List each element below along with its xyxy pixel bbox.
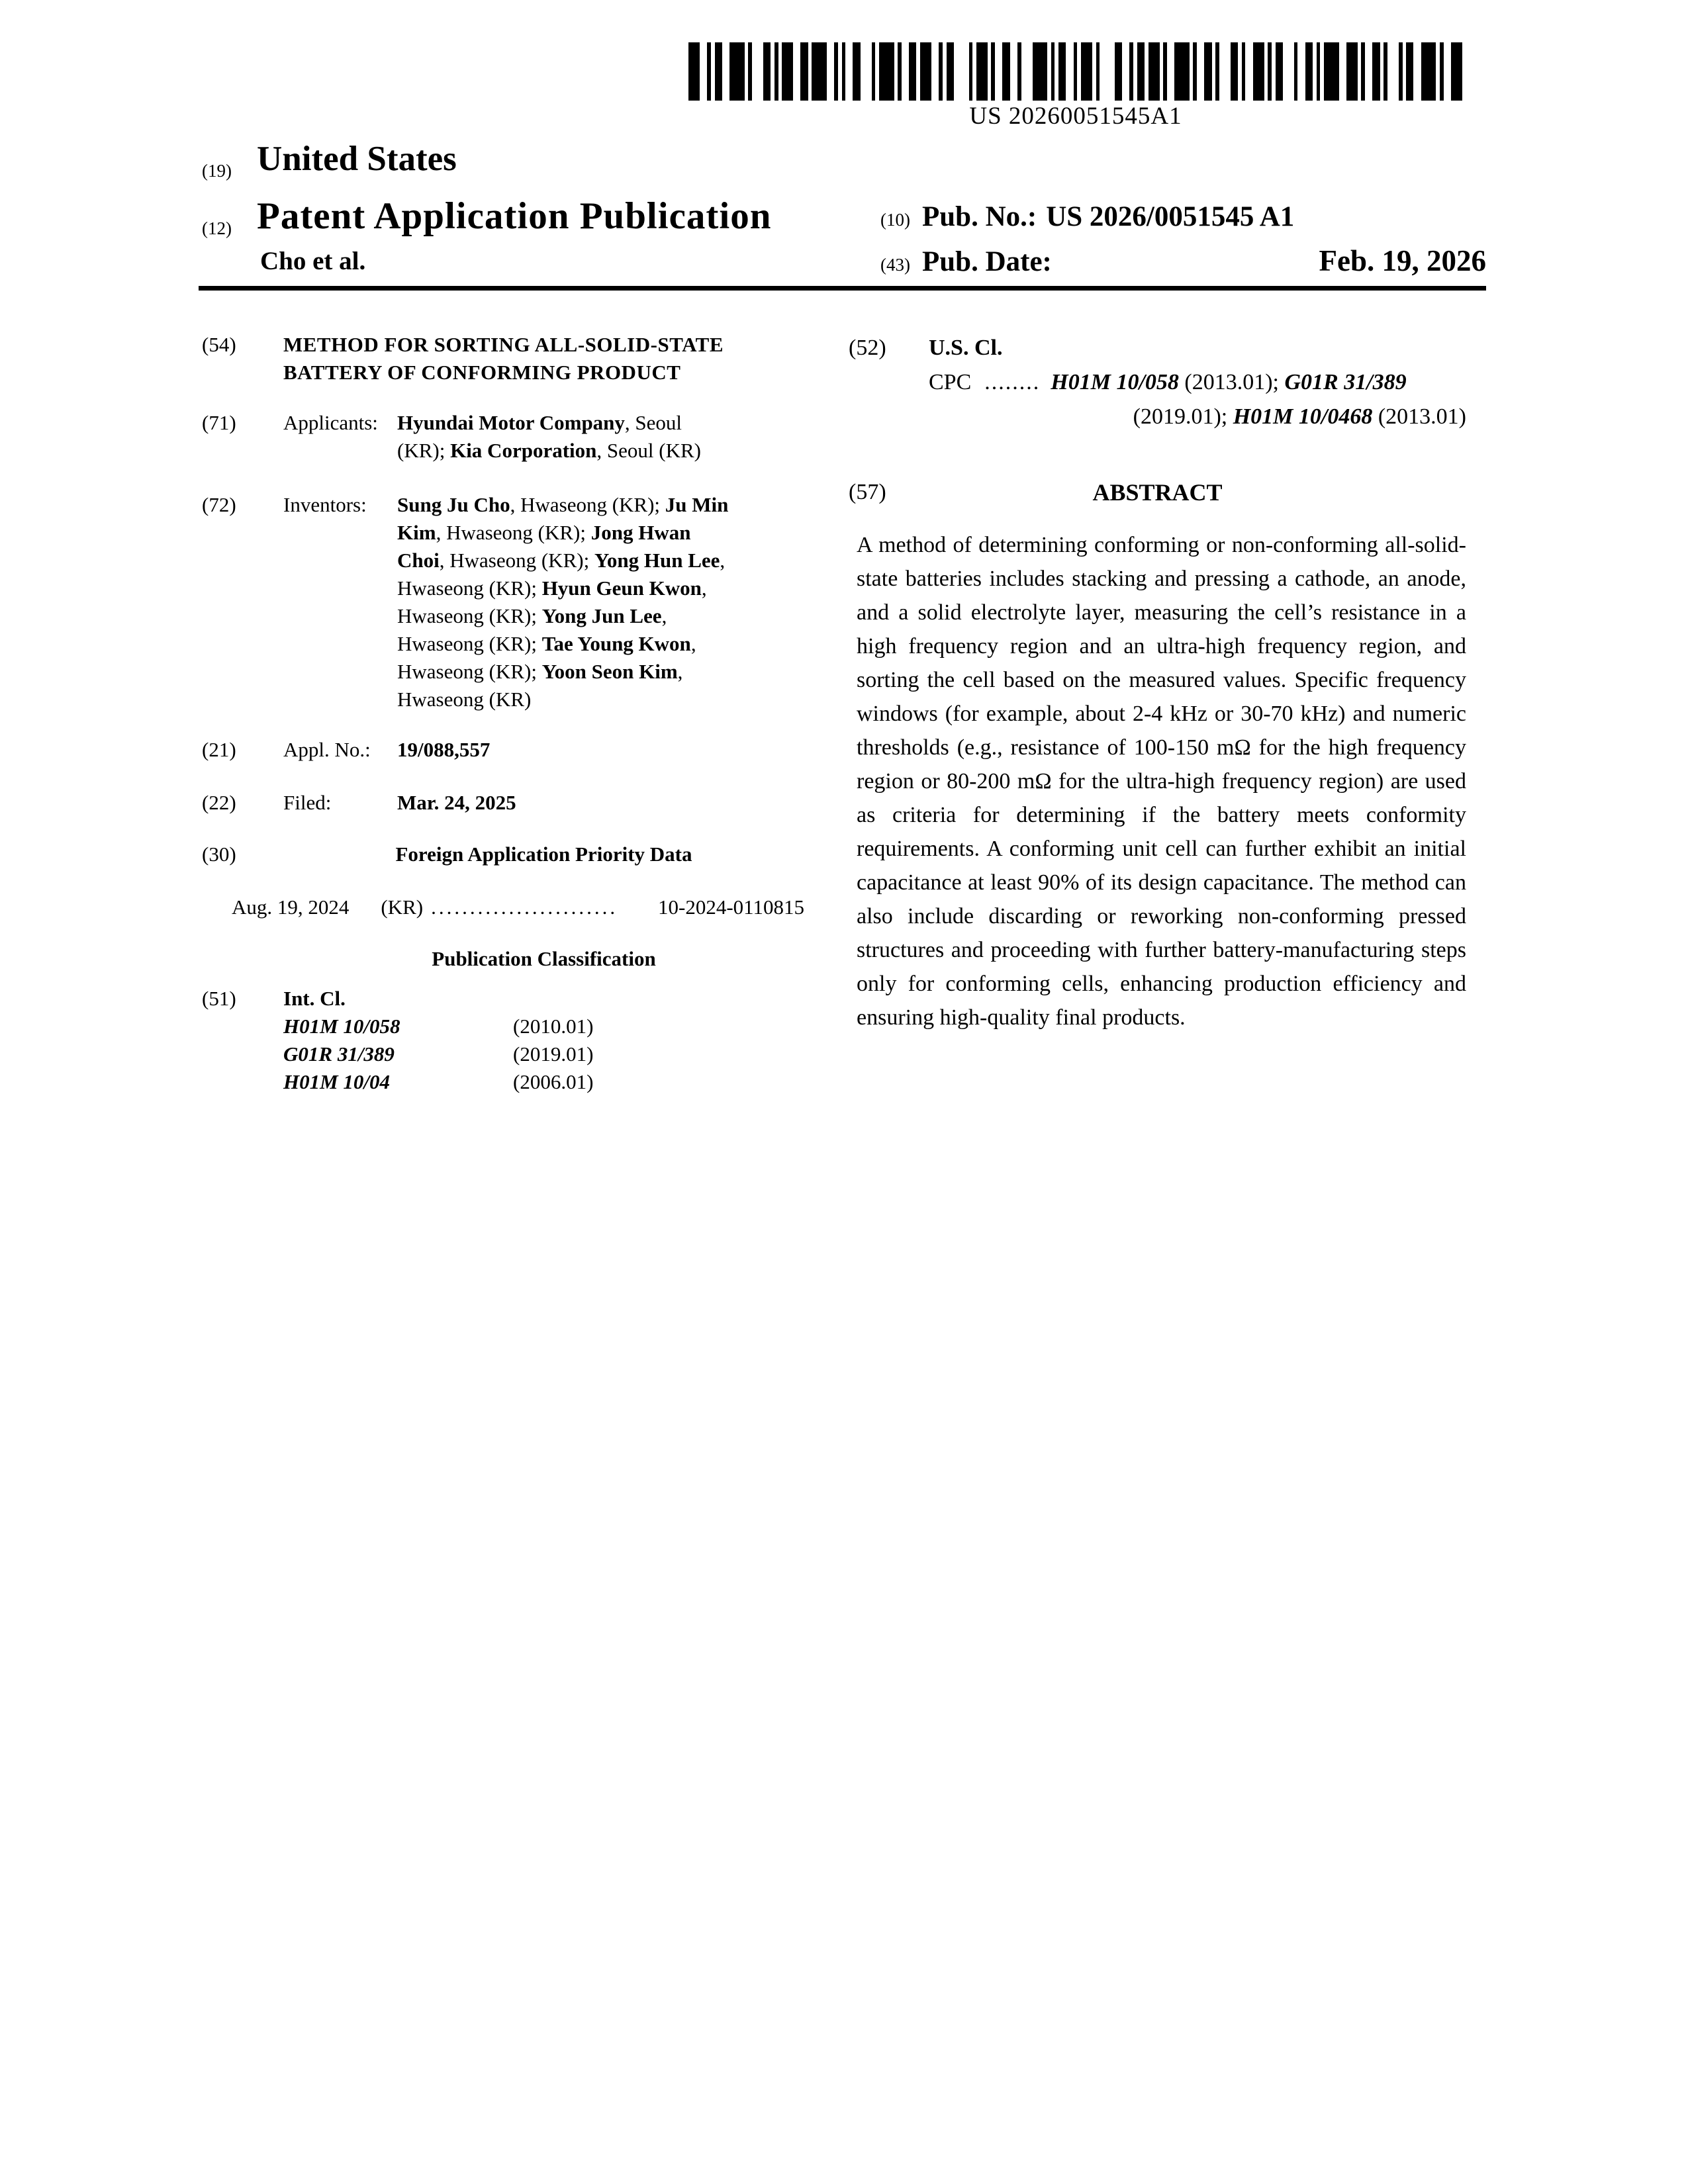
cpc-dot-leader: ........ (984, 370, 1041, 394)
field-54-title (202, 331, 804, 387)
applicants-label: Applicants: (283, 411, 378, 434)
right-column (849, 324, 1466, 1034)
applicants-value: Hyundai Motor Company, Seoul (KR); Kia Corporation, Seoul (KR) (397, 411, 701, 462)
barcode-number: US 20260051545A1 (969, 103, 1182, 130)
priority-row (202, 893, 804, 921)
ref-tag-12: (12) (202, 218, 232, 238)
ref-tag-19: (19) (202, 161, 232, 181)
int-cl-code: G01R 31/389 (283, 1042, 395, 1066)
cpc-line-1 (929, 365, 1466, 400)
header-rule (199, 286, 1486, 291)
invention-title: METHOD FOR SORTING ALL-SOLID-STATE BATTERY OF CONFORMING PRODUCT (283, 333, 724, 384)
left-column (202, 324, 804, 1096)
abstract-heading: ABSTRACT (1092, 479, 1223, 506)
field-57-abstract (849, 475, 1466, 510)
field-21-num: (21) (202, 738, 236, 761)
int-cl-date: (2010.01) (513, 1015, 594, 1038)
field-21-appl-no (202, 736, 804, 764)
priority-heading: Foreign Application Priority Data (395, 842, 692, 866)
int-cl-code: H01M 10/04 (283, 1070, 391, 1093)
cpc-codes-1: H01M 10/058 (2013.01); G01R 31/389 (1051, 370, 1407, 394)
priority-number: 10-2024-0110815 (658, 895, 804, 919)
field-52-num: (52) (849, 336, 886, 360)
publication-classification (202, 945, 804, 973)
int-cl-entry (283, 1068, 804, 1096)
pub-date-row (880, 244, 1486, 278)
cpc-line-2: (2019.01); H01M 10/0468 (2013.01) (1133, 404, 1466, 429)
field-22-filed (202, 789, 804, 817)
pub-class-heading: Publication Classification (432, 947, 656, 970)
inventors-value: Sung Ju Cho, Hwaseong (KR); Ju Min Kim, Hwaseong (KR); Jong Hwan Choi, Hwaseong (KR); Yong Hun Lee, Hwaseong (KR); Hyun Geun Kwon, Hwaseong (KR); Yong Jun Lee, Hwaseong (KR); Tae Young Kwon, Hwaseong (KR); Yoon Seon Kim, Hwaseong (KR) (397, 493, 729, 711)
author-line: Cho et al. (260, 247, 366, 275)
field-30-num: (30) (202, 842, 236, 866)
pub-no-row (880, 201, 1486, 233)
priority-country: (KR) (381, 895, 424, 919)
abstract-text: A method of determining conforming or non-conforming all-solid-state batteries includes stacking and pressing a cathode, an anode, and a solid electrolyte layer, measuring the cell’s resistance in a high frequency region and an ultra-high frequency region, and sorting the cell based on the measured values. Specific frequency windows (for example, about 2-4 kHz or 30-70 kHz) and numeric thresholds (e.g., resistance of 100-150 mΩ for the high frequency region or 80-200 mΩ for the ultra-high frequency region) are used as criteria for determining if the battery meets conformity requirements. A conforming unit cell can further exhibit an initial capacitance at least 90% of its design capacitance. The method can also include discarding or reworking non-conforming pressed structures and proceeding with further battery-manufacturing steps only for conforming cells, enhancing production efficiency and ensuring high-quality final products. (857, 533, 1466, 1030)
field-51-num: (51) (202, 987, 236, 1010)
int-cl-date: (2006.01) (513, 1070, 594, 1093)
appl-no-label: Appl. No.: (283, 738, 371, 761)
filed-value: Mar. 24, 2025 (397, 791, 516, 814)
int-cl-code: H01M 10/058 (283, 1015, 400, 1038)
field-72-inventors (202, 491, 804, 713)
field-54-num: (54) (202, 333, 236, 356)
field-52-us-cl (849, 331, 1466, 434)
country-name: United States (257, 140, 457, 178)
field-30-priority (202, 841, 804, 868)
ref-tag-43: (43) (880, 255, 910, 275)
int-cl-label: Int. Cl. (283, 987, 346, 1010)
pub-no-value: US 2026/0051545 A1 (1046, 201, 1295, 232)
inventors-label: Inventors: (283, 493, 367, 516)
barcode (688, 42, 1463, 101)
pub-no-label: Pub. No.: (921, 201, 1037, 232)
field-71-num: (71) (202, 411, 236, 434)
field-71-applicants (202, 409, 804, 465)
ref-tag-10: (10) (880, 210, 910, 230)
field-22-num: (22) (202, 791, 236, 814)
appl-no-value: 19/088,557 (397, 738, 491, 761)
pub-date-label: Pub. Date: (921, 246, 1052, 277)
document-type: Patent Application Publication (257, 195, 772, 237)
us-cl-label: U.S. Cl. (929, 336, 1003, 360)
filed-label: Filed: (283, 791, 332, 814)
priority-dot-leader: ........................ (431, 895, 618, 919)
pub-date-value: Feb. 19, 2026 (1319, 244, 1486, 277)
priority-date: Aug. 19, 2024 (232, 895, 350, 919)
field-51-int-cl (202, 985, 804, 1096)
field-57-num: (57) (849, 480, 886, 504)
int-cl-entry (283, 1013, 804, 1040)
int-cl-entry (283, 1040, 804, 1068)
field-72-num: (72) (202, 493, 236, 516)
cpc-label: CPC (929, 370, 972, 394)
int-cl-date: (2019.01) (513, 1042, 594, 1066)
